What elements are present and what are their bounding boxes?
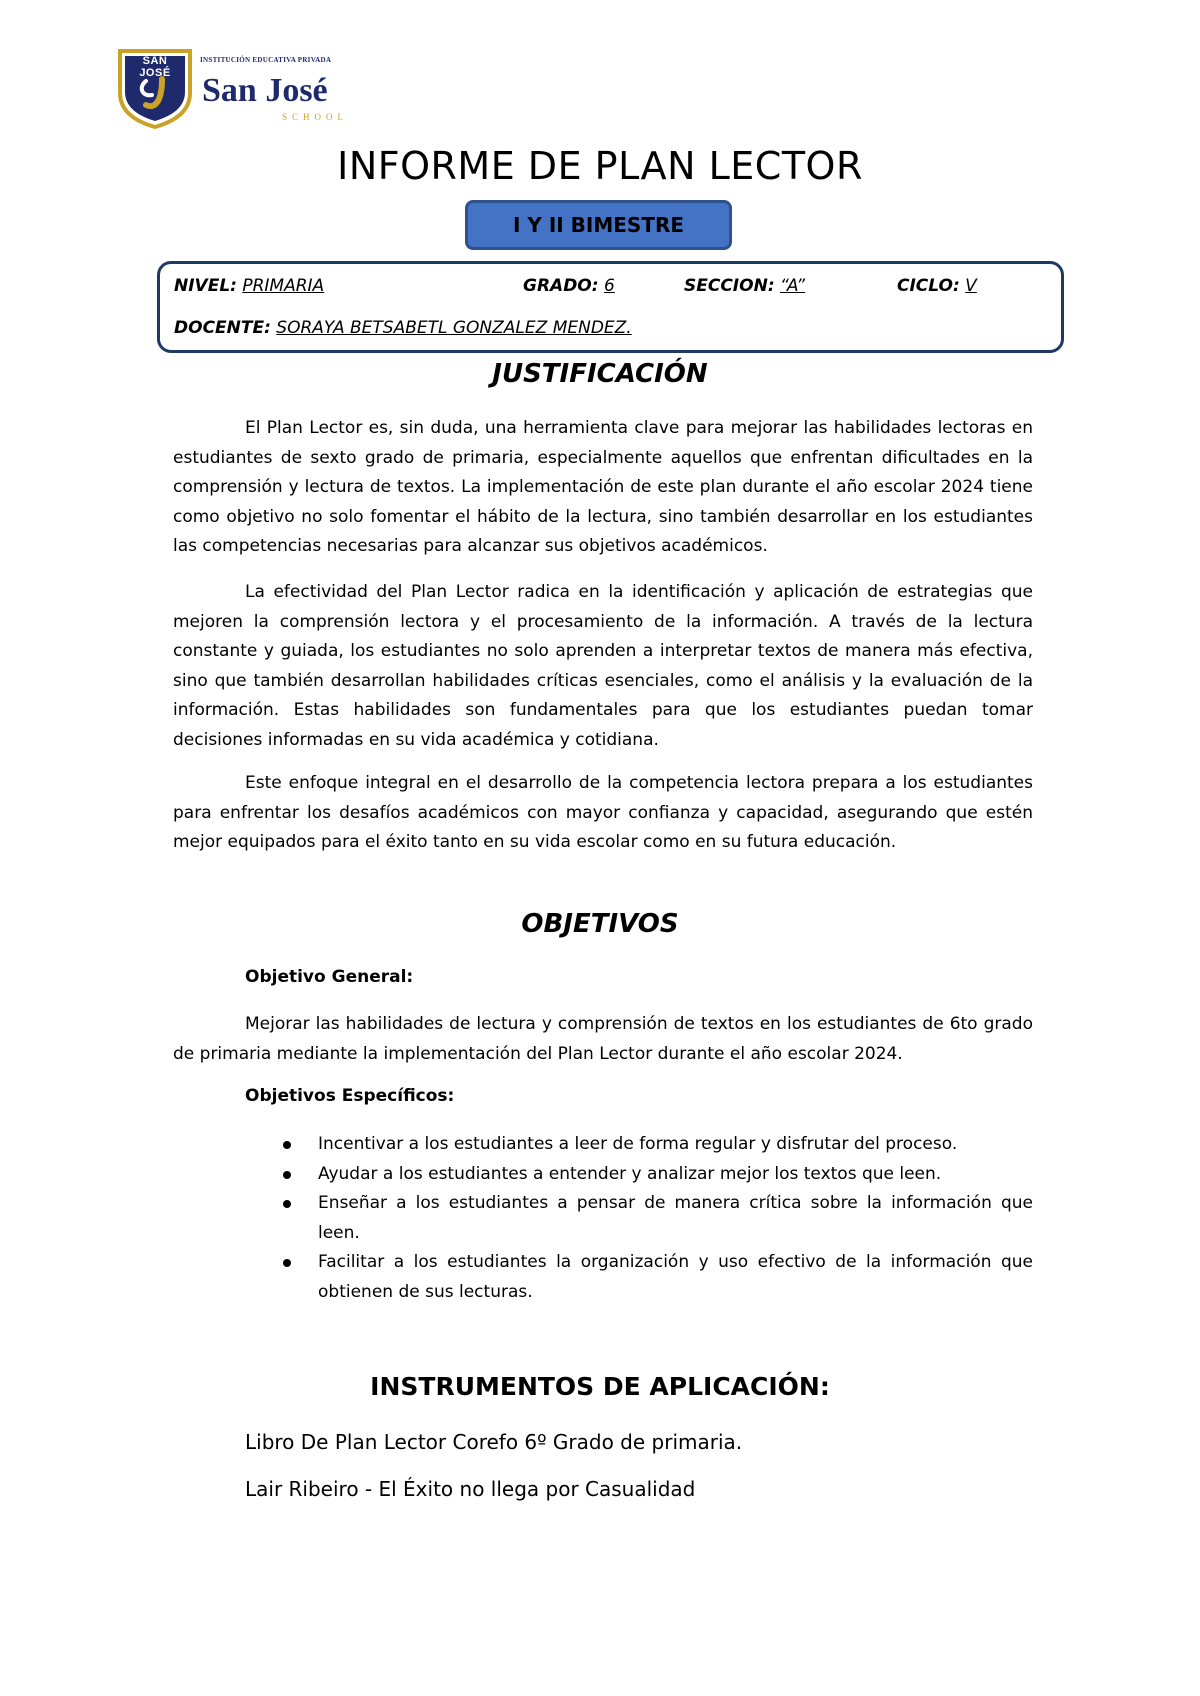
- bullet-icon: [283, 1171, 291, 1179]
- list-item: Facilitar a los estudiantes la organización y uso efectivo de la información que obtienen de sus lecturas.: [283, 1248, 1033, 1307]
- nivel-field: [174, 276, 324, 296]
- objetivo-general-text: Mejorar las habilidades de lectura y comprensión de textos en los estudiantes de 6to grado de primaria mediante la implementación del Plan Lector durante el año escolar 2024.: [173, 1014, 1033, 1064]
- bullet-icon: [283, 1200, 291, 1208]
- ciclo-value: V: [965, 276, 977, 296]
- crest-text: SAN JOSÉ: [139, 55, 171, 79]
- grado-value: 6: [603, 276, 615, 296]
- info-box: [157, 261, 1064, 353]
- list-item: Enseñar a los estudiantes a pensar de manera crítica sobre la información que leen.: [283, 1189, 1033, 1248]
- objetivos-heading: OBJETIVOS: [521, 909, 679, 939]
- justificacion-heading: JUSTIFICACIÓN: [492, 359, 708, 389]
- seccion-label: SECCION:: [684, 276, 775, 296]
- school-name: San José: [202, 72, 328, 109]
- instrumento-item: Lair Ribeiro - El Éxito no llega por Casualidad: [245, 1477, 696, 1501]
- objetivos-especificos-label: Objetivos Específicos:: [245, 1086, 455, 1106]
- objetivo-general-label: Objetivo General:: [245, 967, 414, 987]
- period-badge: I Y II BIMESTRE: [465, 200, 732, 250]
- justificacion-paragraph: La efectividad del Plan Lector radica en la identificación y aplicación de estrategias que mejoren la comprensión lectora y el procesamiento de la información. A través de la lectura constante y guiada, los estudiantes no solo aprenden a interpretar textos de manera más efectiva, sino que también desarrollan habilidades críticas esenciales, como el análisis y la evaluación de la información. Estas habilidades son fundamentales para que los estudiantes puedan tomar decisiones informadas en su vida académica y cotidiana.: [173, 582, 1033, 750]
- list-item: Incentivar a los estudiantes a leer de forma regular y disfrutar del proceso.: [283, 1130, 1033, 1160]
- nivel-label: NIVEL:: [174, 276, 237, 296]
- ciclo-label: CICLO:: [897, 276, 960, 296]
- docente-value: SORAYA BETSABETL GONZALEZ MENDEZ.: [276, 318, 632, 338]
- bullet-icon: [283, 1259, 291, 1267]
- seccion-field: [684, 276, 805, 296]
- justificacion-paragraph: El Plan Lector es, sin duda, una herramienta clave para mejorar las habilidades lectoras en estudiantes de sexto grado de primaria, especialmente aquellos que enfrentan dificultades en la comprensión y lectura de textos. La implementación de este plan durante el año escolar 2024 tiene como objetivo no solo fomentar el hábito de la lectura, sino también desarrollar en los estudiantes las competencias necesarias para alcanzar sus objetivos académicos.: [173, 418, 1033, 556]
- seccion-value: “A”: [780, 276, 805, 296]
- instrumento-item: Libro De Plan Lector Corefo 6º Grado de primaria.: [245, 1430, 743, 1454]
- objetivos-especificos-list: [283, 1130, 1033, 1307]
- list-item: Ayudar a los estudiantes a entender y analizar mejor los textos que leen.: [283, 1160, 1033, 1190]
- nivel-value: PRIMARIA: [242, 276, 325, 296]
- bullet-icon: [283, 1141, 291, 1149]
- instrumentos-heading: INSTRUMENTOS DE APLICACIÓN:: [370, 1372, 830, 1401]
- institution-type: INSTITUCIÓN EDUCATIVA PRIVADA: [200, 56, 332, 64]
- document-title: INFORME DE PLAN LECTOR: [337, 144, 863, 188]
- docente-field: [174, 318, 632, 338]
- ciclo-field: [897, 276, 977, 296]
- docente-label: DOCENTE:: [174, 318, 271, 338]
- school-subtitle: SCHOOL: [282, 112, 349, 122]
- justificacion-paragraph: Este enfoque integral en el desarrollo de la competencia lectora prepara a los estudiantes para enfrentar los desafíos académicos con mayor confianza y capacidad, asegurando que estén mejor equipados para el éxito tanto en su vida escolar como en su futura educación.: [173, 773, 1033, 852]
- school-logo: [116, 47, 361, 129]
- grado-field: [523, 276, 615, 296]
- grado-label: GRADO:: [523, 276, 599, 296]
